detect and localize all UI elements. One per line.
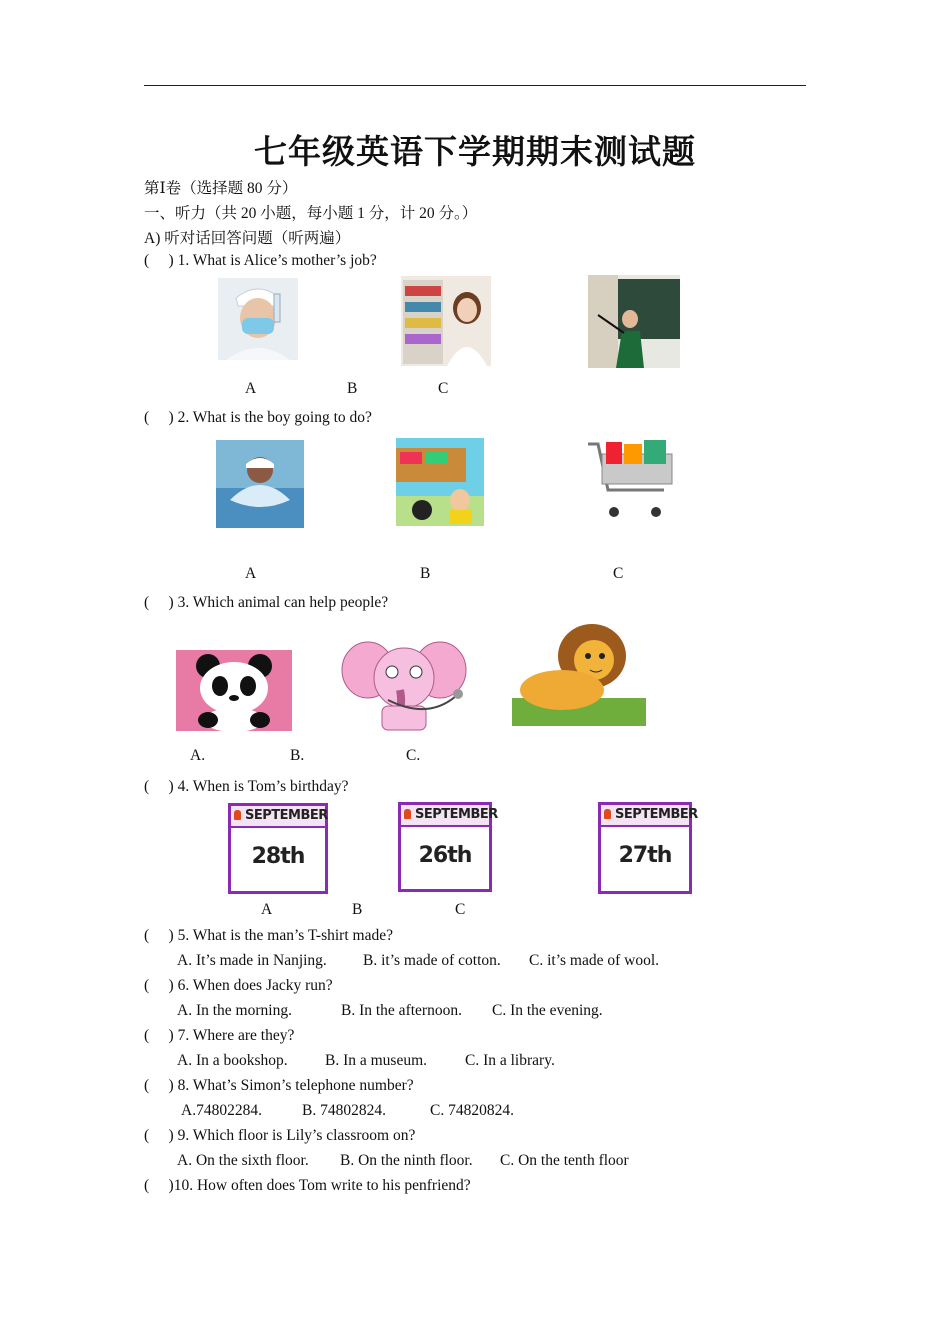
- question-3: ( ) 3. Which animal can help people?: [144, 594, 389, 611]
- calendar-b: [398, 802, 498, 892]
- calendar-a: [228, 803, 328, 894]
- question-5: ( ) 5. What is the man’s T-shirt made?: [144, 927, 393, 944]
- page-title: 七年级英语下学期期末测试题: [254, 132, 696, 171]
- q9-option-a: A. On the sixth floor.: [177, 1152, 309, 1169]
- teacher-image: [588, 275, 680, 368]
- swimmer-image: [216, 440, 304, 528]
- q2-label-b: B: [420, 565, 431, 582]
- calendar-a-month: SEPTEMBER: [231, 806, 325, 828]
- q2-label-a: A: [245, 565, 257, 582]
- question-9: ( ) 9. Which floor is Lily’s classroom on?: [144, 1127, 416, 1144]
- q7-option-a: A. In a bookshop.: [177, 1052, 288, 1069]
- q4-label-b: B: [352, 901, 363, 918]
- q8-option-c: C. 74820824.: [430, 1102, 514, 1119]
- question-8: ( ) 8. What’s Simon’s telephone number?: [144, 1077, 414, 1094]
- q4-label-a: A: [261, 901, 273, 918]
- question-7: ( ) 7. Where are they?: [144, 1027, 295, 1044]
- question-10: ( )10. How often does Tom write to his penfriend?: [144, 1177, 471, 1194]
- q9-option-b: B. On the ninth floor.: [340, 1152, 473, 1169]
- q9-option-c: C. On the tenth floor: [500, 1152, 629, 1169]
- q5-option-c: C. it’s made of wool.: [529, 952, 660, 969]
- q1-label-b: B: [347, 380, 358, 397]
- part-a-heading: A) 听对话回答问题（听两遍）: [144, 230, 351, 247]
- kid-playing-image: [396, 438, 484, 526]
- part-one-heading: 一、听力（共 20 小题，每小题 1 分，计 20 分。）: [144, 205, 478, 222]
- calendar-a-day: 28th: [251, 844, 305, 869]
- q3-label-a: A.: [190, 747, 206, 764]
- q3-label-b: B.: [290, 747, 305, 764]
- calendar-c-month: SEPTEMBER: [601, 805, 689, 827]
- question-1: ( ) 1. What is Alice’s mother’s job?: [144, 252, 377, 269]
- section-header: 第Ⅰ卷（选择题 80 分）: [144, 180, 298, 197]
- elephant-doctor-image: [338, 640, 470, 733]
- q6-option-c: C. In the evening.: [492, 1002, 603, 1019]
- q3-label-c: C.: [406, 747, 421, 764]
- shopping-cart-image: [584, 438, 679, 524]
- calendar-b-month: SEPTEMBER: [401, 805, 489, 827]
- q7-option-b: B. In a museum.: [325, 1052, 428, 1069]
- q5-option-a: A. It’s made in Nanjing.: [177, 952, 327, 969]
- q6-option-a: A. In the morning.: [177, 1002, 292, 1019]
- shop-assistant-image: [401, 276, 491, 366]
- question-6: ( ) 6. When does Jacky run?: [144, 977, 333, 994]
- question-2: ( ) 2. What is the boy going to do?: [144, 409, 372, 426]
- q7-option-c: C. In a library.: [465, 1052, 555, 1069]
- q8-option-b: B. 74802824.: [302, 1102, 386, 1119]
- calendar-b-day: 26th: [418, 843, 472, 868]
- nurse-image: [218, 278, 298, 360]
- calendar-c: [598, 802, 698, 894]
- q5-option-b: B. it’s made of cotton.: [363, 952, 501, 969]
- q4-label-c: C: [455, 901, 466, 918]
- q2-label-c: C: [613, 565, 624, 582]
- header-rule: [144, 85, 806, 86]
- q1-label-c: C: [438, 380, 449, 397]
- question-4: ( ) 4. When is Tom’s birthday?: [144, 778, 349, 795]
- q1-label-a: A: [245, 380, 257, 397]
- calendar-c-day: 27th: [618, 843, 672, 868]
- lion-image: [512, 620, 646, 726]
- q6-option-b: B. In the afternoon.: [341, 1002, 462, 1019]
- panda-image: [176, 650, 292, 731]
- q8-option-a: A.74802284.: [181, 1102, 262, 1119]
